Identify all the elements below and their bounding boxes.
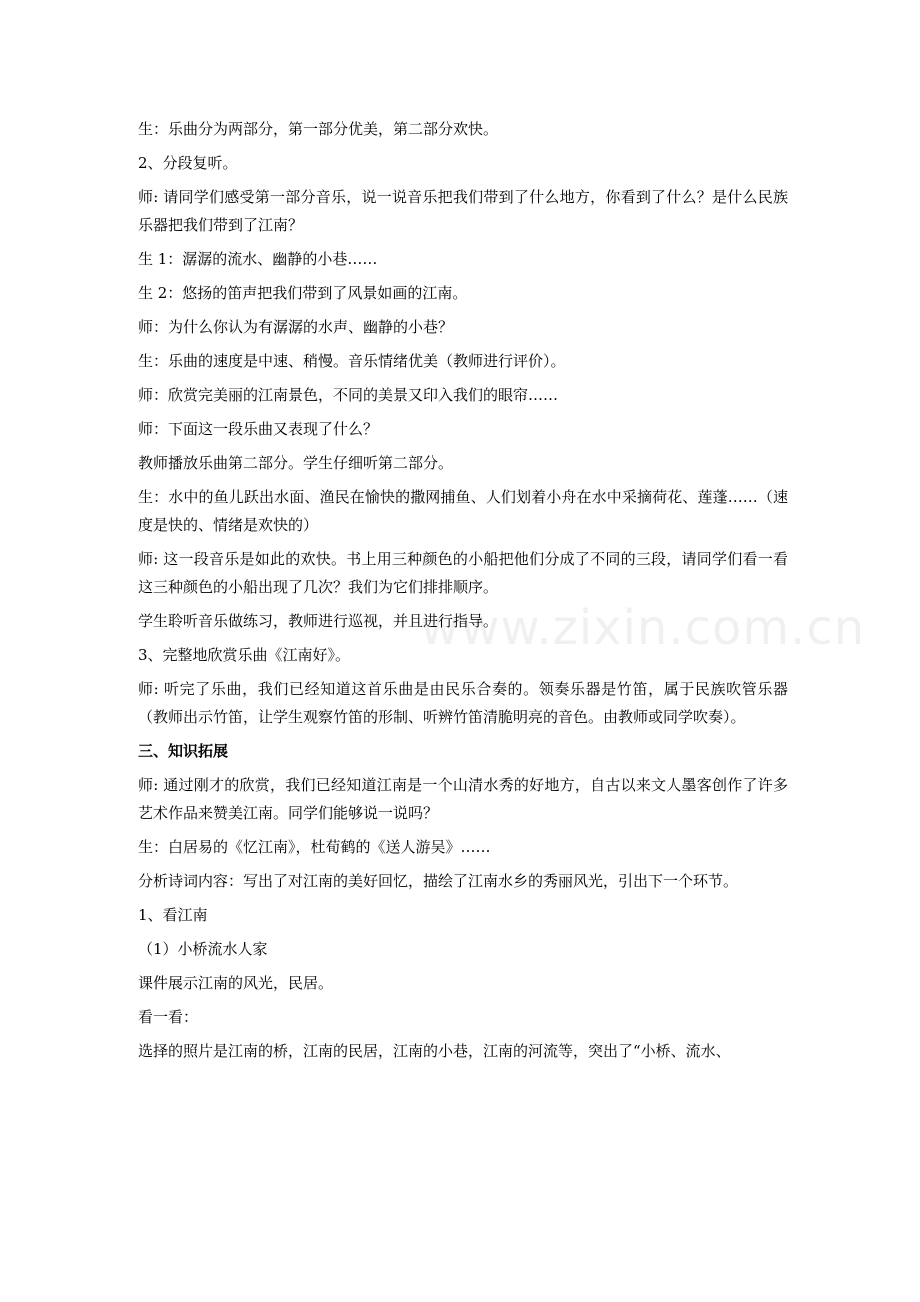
paragraph: 师：下面这一段乐曲又表现了什么？ <box>138 420 379 438</box>
paragraph: 生：水中的鱼儿跃出水面、渔民在愉快的撒网捕鱼、人们划着小舟在水中采摘荷花、莲蓬……（速度是快的、情绪是欢快的） <box>138 488 788 534</box>
paragraph: 师: 请同学们感受第一部分音乐，说一说音乐把我们带到了什么地方，你看到了什么？是什么民族乐器把我们带到了江南？ <box>138 188 788 234</box>
paragraph: 生 2：悠扬的笛声把我们带到了风景如画的江南。 <box>138 284 468 302</box>
paragraph: 生：乐曲分为两部分，第一部分优美，第二部分欢快。 <box>138 120 499 138</box>
paragraph: 2、分段复听。 <box>138 154 238 172</box>
paragraph: 师: 听完了乐曲，我们已经知道这首乐曲是由民乐合奏的。领奏乐器是竹笛，属于民族吹管乐器（教师出示竹笛，让学生观察竹笛的形制、听辨竹笛清脆明亮的音色。由教师或同学吹奏）。 <box>138 680 788 726</box>
paragraph: 课件展示江南的风光，民居。 <box>138 974 334 992</box>
paragraph: 3、完整地欣赏乐曲《江南好》。 <box>138 646 351 664</box>
section-heading: 三、知识拓展 <box>138 742 229 760</box>
paragraph: 生：乐曲的速度是中速、稍慢。音乐情绪优美（教师进行评价）。 <box>138 352 566 370</box>
paragraph: 生 1：潺潺的流水、幽静的小巷…… <box>138 250 378 268</box>
paragraph: 教师播放乐曲第二部分。学生仔细听第二部分。 <box>138 454 454 472</box>
paragraph: 选择的照片是江南的桥，江南的民居，江南的小巷，江南的河流等，突出了“小桥、流水、 <box>138 1042 731 1060</box>
document-body <box>138 115 788 1071</box>
paragraph: 生：白居易的《忆江南》，杜荀鹤的《送人游吴》…… <box>138 838 491 856</box>
paragraph: 师: 通过刚才的欣赏，我们已经知道江南是一个山清水秀的好地方，自古以来文人墨客创作了许多艺术作品来赞美江南。同学们能够说一说吗？ <box>138 776 788 822</box>
watermark: www.zixin.com.cn <box>420 600 866 656</box>
paragraph: 1、看江南 <box>138 906 208 924</box>
paragraph: 师: 这一段音乐是如此的欢快。书上用三种颜色的小船把他们分成了不同的三段，请同学们看一看这三种颜色的小船出现了几次？我们为它们排排顺序。 <box>138 550 788 596</box>
paragraph: （1）小桥流水人家 <box>138 940 268 958</box>
paragraph: 看一看： <box>138 1008 199 1026</box>
paragraph: 学生聆听音乐做练习，教师进行巡视，并且进行指导。 <box>138 612 499 630</box>
paragraph: 师：为什么你认为有潺潺的水声、幽静的小巷？ <box>138 318 454 336</box>
paragraph: 师：欣赏完美丽的江南景色，不同的美景又印入我们的眼帘…… <box>138 386 559 404</box>
paragraph: 分析诗词内容：写出了对江南的美好回忆，描绘了江南水乡的秀丽风光，引出下一个环节。 <box>138 872 739 890</box>
